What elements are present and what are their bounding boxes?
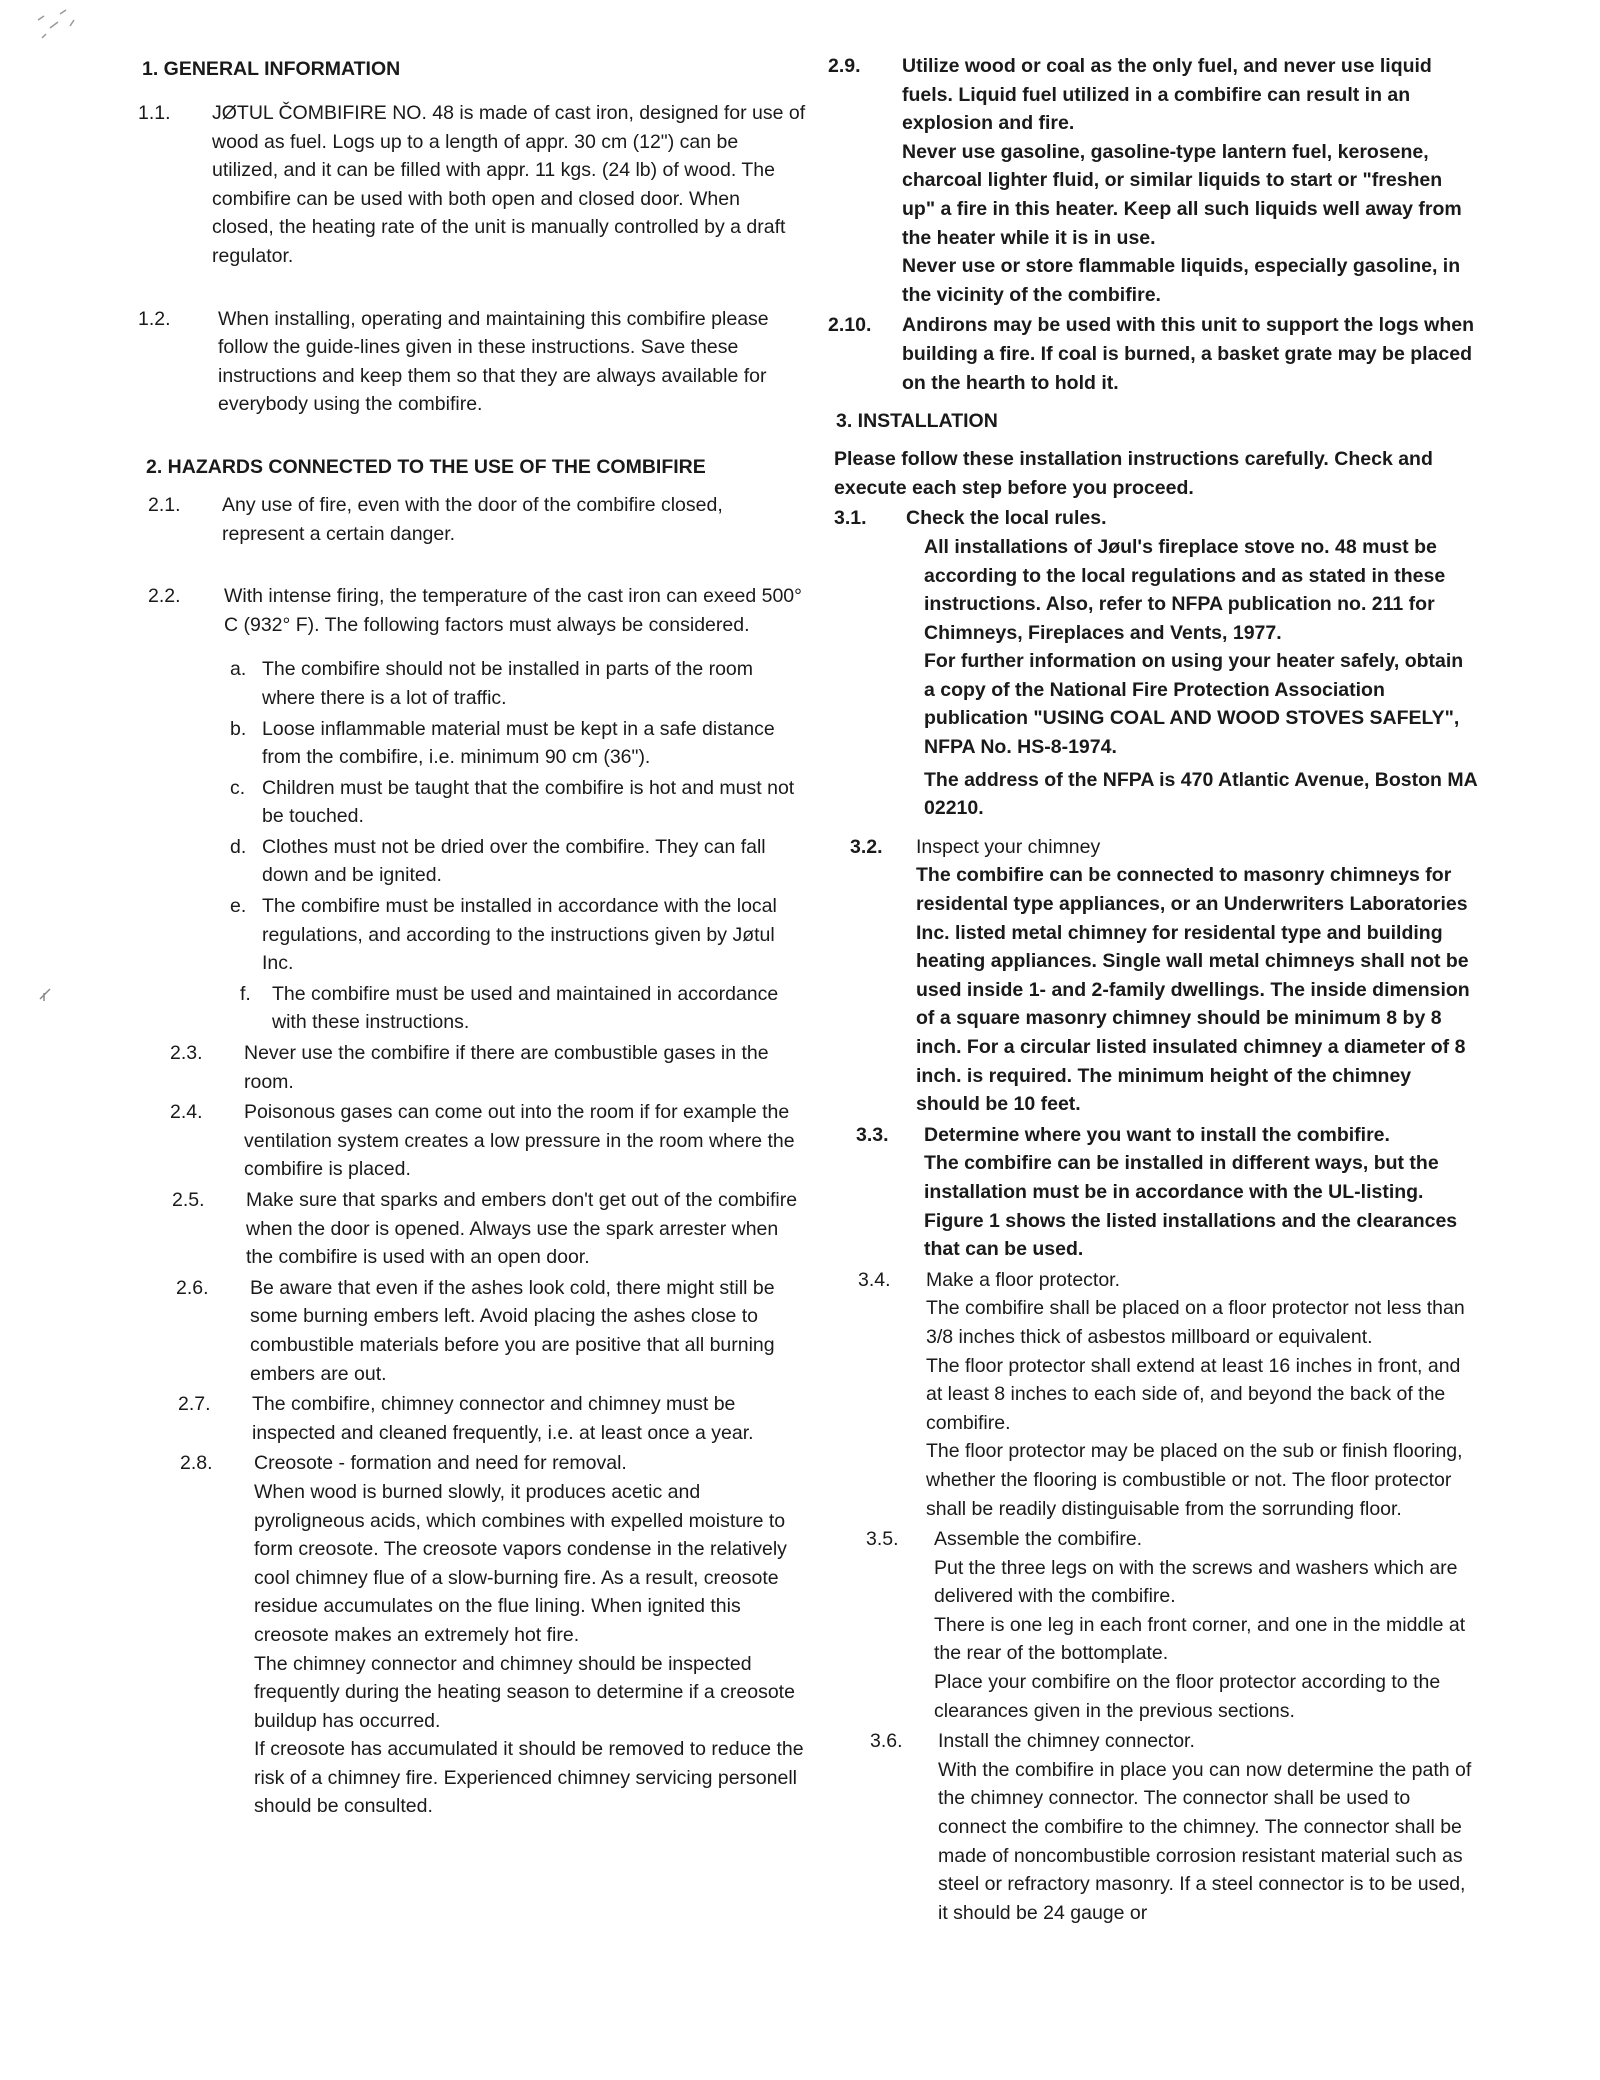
paragraph-number: 2.10. <box>828 314 872 337</box>
paragraph-text: The combifire can be connected to masonry chimneys for residental type appliances, or an Underwriters Laboratories Inc. listed metal chimney for residental type and building heating appliances. Single wall metal chimneys shall not be used inside 1- and 2-family dwellings. The inside dimension of a square masonry chimney should be minimum 8 by 8 inch. For a circular listed insulated chimney a diameter of 8 inch. is required. The minimum height of the chimney should be 10 feet. <box>916 864 1470 1116</box>
list-text: The combifire must be used and maintained in accordance with these instructions. <box>272 982 779 1034</box>
list-text: Clothes must not be dried over the combifire. They can fall down and be ignited. <box>262 835 766 887</box>
list-item <box>240 980 806 1037</box>
paragraph-2-9 <box>828 52 1478 309</box>
paragraph-2-5 <box>172 1186 806 1272</box>
paragraph-number: 3.6. <box>870 1730 903 1753</box>
paragraph-text: All installations of Jøul's fireplace stove no. 48 must be according to the local regulations and as stated in these instructions. Also, refer to NFPA publication no. 211 for Chimneys, Fireplaces and Vents, 1977. <box>924 535 1446 644</box>
section-heading: 3. INSTALLATION <box>836 410 998 433</box>
paragraph-body <box>938 1727 1478 1927</box>
paragraph-2-2 <box>148 582 806 639</box>
paragraph-number: 2.6. <box>176 1276 209 1299</box>
paragraph-text: With intense firing, the temperature of the cast iron can exeed 500° C (932° F). The following factors must always be considered. <box>224 585 802 636</box>
paragraph-number: 3.1. <box>834 507 867 530</box>
list-item <box>230 833 806 890</box>
scan-speck-icon <box>30 8 90 58</box>
paragraph-text: Place your combifire on the floor protector according to the clearances given in the previous sections. <box>934 1671 1441 1722</box>
paragraph-3-6 <box>870 1727 1478 1927</box>
paragraph-number: 3.4. <box>858 1268 891 1291</box>
paragraph-text: If creosote has accumulated it should be removed to reduce the risk of a chimney fire. Experienced chimney servicing personell should be consulted. <box>254 1738 804 1818</box>
paragraph-body <box>934 1525 1478 1725</box>
paragraph-2-7 <box>178 1390 806 1447</box>
paragraph-text: There is one leg in each front corner, and one in the middle at the rear of the bottomplate. <box>934 1613 1466 1665</box>
paragraph-body <box>902 52 1478 309</box>
paragraph-2-3 <box>170 1039 806 1096</box>
list-letter: f. <box>240 982 251 1005</box>
paragraph-text: The combifire can be installed in different ways, but the installation must be in accordance with the UL-listing. Figure 1 shows the listed installations and the clearances that can be used. <box>924 1152 1458 1261</box>
list-letter: a. <box>230 658 247 681</box>
paragraph-2-4 <box>170 1098 806 1184</box>
paragraph-number: 2.1. <box>148 493 181 516</box>
paragraph-text: The chimney connector and chimney should be inspected frequently during the heating season to determine if a creosote buildup has occurred. <box>254 1652 795 1732</box>
paragraph-title: Check the local rules. <box>906 507 1107 530</box>
list-letter: e. <box>230 895 247 918</box>
paragraph-1-1 <box>138 99 806 271</box>
list-letter: d. <box>230 835 247 858</box>
paragraph-3-2 <box>850 833 1478 1119</box>
paragraph-3-4 <box>858 1266 1478 1523</box>
paragraph-number: 3.5. <box>866 1528 899 1551</box>
paragraph-text: The floor protector may be placed on the sub or finish flooring, whether the flooring is combustible or not. The floor protector shall be readily distinguisable from the sorrunding floor. <box>926 1440 1463 1520</box>
paragraph-text: When installing, operating and maintaining this combifire please follow the guide-lines given in these instructions. Save these instructions and keep them so that they are always available for everybody using the combifire. <box>218 307 769 416</box>
list-letter: b. <box>230 717 247 740</box>
paragraph-text: JØTUL ČOMBIFIRE NO. 48 is made of cast iron, designed for use of wood as fuel. Logs up to a length of appr. 30 cm (12") can be utilized, and it can be filled with appr. 11 kgs. (24 lb) of wood. The combifire can be used with both open and closed door. When closed, the heating rate of the unit is manually controlled by a draft regulator. <box>212 102 806 267</box>
paragraph-1-2 <box>138 305 806 419</box>
scan-speck <box>30 8 90 58</box>
scan-speck <box>36 985 56 1005</box>
paragraph-number: 3.2. <box>850 835 883 858</box>
paragraph-2-1 <box>148 491 806 548</box>
paragraph-text: The address of the NFPA is 470 Atlantic Avenue, Boston MA 02210. <box>924 768 1477 820</box>
paragraph-body <box>906 504 1478 823</box>
paragraph-title: Determine where you want to install the combifire. <box>924 1123 1390 1146</box>
paragraph-text: For further information on using your heater safely, obtain a copy of the National Fire Protection Association publication "USING COAL AND WOOD STOVES SAFELY", NFPA No. HS-8-1974. <box>924 650 1464 759</box>
paragraph-3-1 <box>834 504 1478 823</box>
paragraph-3-5 <box>866 1525 1478 1725</box>
paragraph-number: 2.8. <box>180 1452 213 1475</box>
section-heading: 2. HAZARDS CONNECTED TO THE USE OF THE COMBIFIRE <box>146 455 706 478</box>
paragraph-text: Be aware that even if the ashes look cold, there might still be some burning embers left. Avoid placing the ashes close to combustible materials before you are positive that all burning embers are out. <box>250 1276 775 1385</box>
list-item <box>230 774 806 831</box>
paragraph-number: 1.2. <box>138 307 171 330</box>
list-text: The combifire must be installed in accordance with the local regulations, and according to the instructions given by Jøtul Inc. <box>262 895 777 975</box>
paragraph-number: 2.7. <box>178 1393 211 1416</box>
paragraph-text: Never use the combifire if there are combustible gases in the room. <box>244 1042 769 1093</box>
paragraph-number: 2.2. <box>148 585 181 608</box>
hazard-list <box>230 655 806 1037</box>
paragraph-number: 2.5. <box>172 1189 205 1211</box>
paragraph-body <box>254 1449 806 1821</box>
paragraph-number: 2.9. <box>828 55 861 77</box>
paragraph-text: With the combifire in place you can now determine the path of the chimney connector. The connector shall be used to connect the combifire to the chimney. The connector shall be made of noncombustible corrosion resistant material such as steel or refractory masonry. If a steel connector is to be used, it should be 24 gauge or <box>938 1758 1472 1924</box>
paragraph-text: The combifire, chimney connector and chimney must be inspected and cleaned frequently, i.e. at least once a year. <box>252 1393 754 1444</box>
paragraph-text: Any use of fire, even with the door of the combifire closed, represent a certain danger. <box>222 493 723 545</box>
paragraph-number: 2.4. <box>170 1101 203 1124</box>
paragraph-2-10 <box>828 311 1478 397</box>
installation-intro: Please follow these installation instructions carefully. Check and execute each step before you proceed. <box>834 448 1433 499</box>
paragraph-body <box>924 1121 1478 1264</box>
list-item <box>230 715 806 772</box>
paragraph-text: Never use or store flammable liquids, especially gasoline, in the vicinity of the combifire. <box>902 255 1461 306</box>
paragraph-text: Andirons may be used with this unit to support the logs when building a fire. If coal is burned, a basket grate may be placed on the hearth to hold it. <box>902 314 1475 394</box>
list-item <box>230 892 806 978</box>
paragraph-text: Put the three legs on with the screws and washers which are delivered with the combifire. <box>934 1556 1458 1608</box>
list-text: The combifire should not be installed in parts of the room where there is a lot of traffic. <box>262 658 754 709</box>
paragraph-text: The combifire shall be placed on a floor protector not less than 3/8 inches thick of asbestos millboard or equivalent. <box>926 1297 1465 1348</box>
paragraph-2-6 <box>176 1274 806 1388</box>
paragraph-title: Creosote - formation and need for removal. <box>254 1452 627 1475</box>
paragraph-number: 3.3. <box>856 1123 889 1146</box>
scan-speck-icon <box>36 985 56 1005</box>
list-text: Loose inflammable material must be kept in a safe distance from the combifire, i.e. minimum 90 cm (36"). <box>262 717 775 769</box>
list-letter: c. <box>230 776 246 799</box>
paragraph-text: Utilize wood or coal as the only fuel, and never use liquid fuels. Liquid fuel utilized in a combifire can result in an explosion and fire. <box>902 55 1432 135</box>
paragraph-body <box>916 833 1478 1119</box>
section-heading: 1. GENERAL INFORMATION <box>142 58 401 80</box>
paragraph-text: When wood is burned slowly, it produces acetic and pyroligneous acids, which combines with expelled moisture to form creosote. The creosote vapors condense in the relatively cool chimney flue of a slow-burning fire. As a result, creosote residue accumulates on the flue lining. When ignited this creosote makes an extremely hot fire. <box>254 1480 787 1646</box>
left-column <box>138 55 806 1821</box>
paragraph-text: Never use gasoline, gasoline-type lantern fuel, kerosene, charcoal lighter fluid, or similar liquids to start or "freshen up" a fire in this heater. Keep all such liquids well away from the heater while it is in use. <box>902 140 1462 249</box>
list-text: Children must be taught that the combifire is hot and must not be touched. <box>262 776 795 828</box>
paragraph-text: The floor protector shall extend at least 16 inches in front, and at least 8 inches to each side of, and beyond the back of the combifire. <box>926 1354 1461 1434</box>
list-item <box>230 655 806 712</box>
paragraph-title: Assemble the combifire. <box>934 1528 1143 1551</box>
right-column <box>828 52 1478 1927</box>
paragraph-title: Inspect your chimney <box>916 835 1101 858</box>
paragraph-number: 1.1. <box>138 102 171 124</box>
paragraph-text: Make sure that sparks and embers don't get out of the combifire when the door is opened. Always use the spark arrester when the combifire is used with an open door. <box>246 1189 798 1269</box>
paragraph-title: Make a floor protector. <box>926 1268 1121 1291</box>
paragraph-3-3 <box>856 1121 1478 1264</box>
paragraph-body <box>926 1266 1478 1523</box>
paragraph-title: Install the chimney connector. <box>938 1730 1195 1753</box>
paragraph-text: Poisonous gases can come out into the room if for example the ventilation system creates a low pressure in the room where the combifire is placed. <box>244 1101 795 1181</box>
paragraph-2-8 <box>180 1449 806 1821</box>
paragraph-number: 2.3. <box>170 1042 203 1065</box>
